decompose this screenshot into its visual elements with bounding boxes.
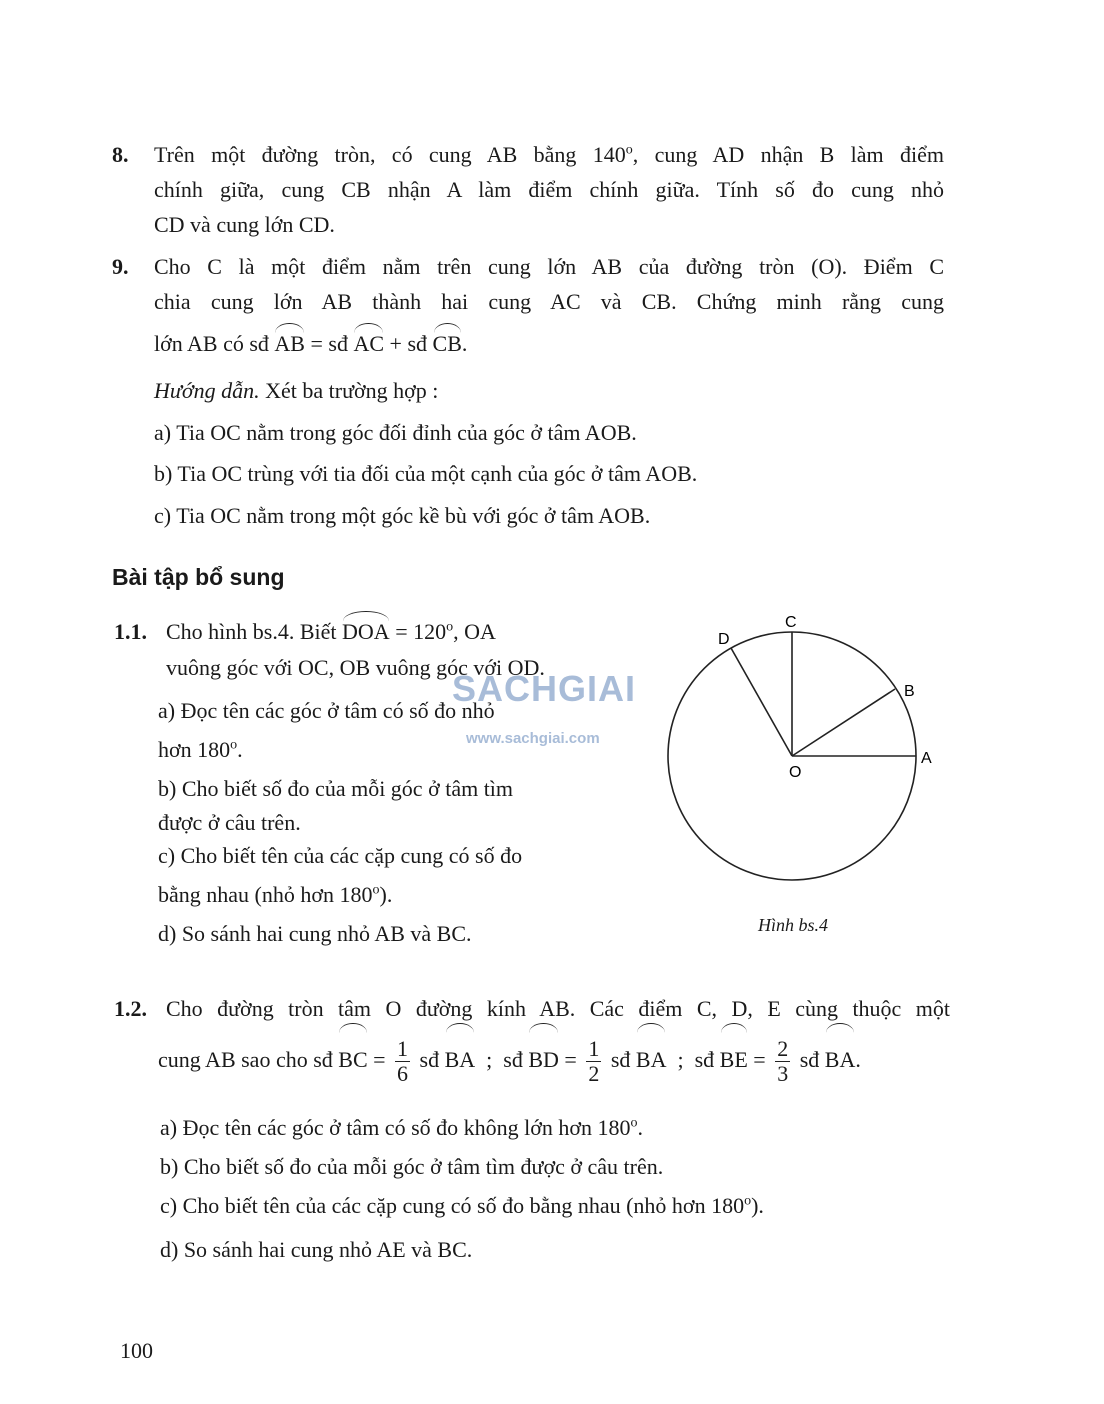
hint-case-b: b) Tia OC trùng với tia đối của một cạnh của góc ở tâm AOB. — [154, 461, 698, 486]
segment-od — [731, 648, 792, 756]
arc-symbol: DOA — [342, 619, 390, 644]
question-a: a) Đọc tên các góc ở tâm có số đo nhỏ — [158, 698, 495, 723]
question-b-cont: được ở câu trên. — [158, 810, 301, 835]
arc-symbol: BD — [528, 1030, 559, 1090]
arc-symbol: AB — [274, 331, 305, 356]
figure-caption: Hình bs.4 — [758, 915, 829, 935]
point-label-c: C — [785, 614, 797, 631]
segment-ob — [792, 689, 895, 756]
point-label-a: A — [921, 750, 932, 767]
exercise-text-line: vuông góc với OC, OB vuông góc với OD. — [166, 655, 545, 680]
exercise-text-line: Cho C là một điểm nằm trên cung lớn AB của đường tròn (O). Điểm C — [154, 254, 944, 279]
question-c: c) Cho biết tên của các cặp cung có số đo — [158, 843, 523, 868]
page-number: 100 — [120, 1338, 153, 1363]
arc-symbol: BA — [636, 1030, 667, 1090]
question-b: b) Cho biết số đo của mỗi góc ở tâm tìm được ở câu trên. — [160, 1154, 664, 1179]
point-label-o: O — [789, 764, 802, 781]
fraction: $\frac{1}{6}$ — [397, 1036, 409, 1087]
question-b: b) Cho biết số đo của mỗi góc ở tâm tìm — [158, 776, 514, 801]
fraction: $\frac{2}{3}$ — [777, 1036, 789, 1087]
section-title: Bài tập bổ sung — [112, 564, 285, 590]
arc-symbol: BE — [720, 1030, 748, 1090]
figure-circle-diagram — [640, 600, 970, 900]
exercise-text-line: chia cung lớn AB thành hai cung AC và CB. Chứng minh rằng cung — [154, 289, 944, 314]
question-a-cont: hơn 180$^o$. — [158, 737, 243, 762]
hint-line: Hướng dẫn. Xét ba trường hợp : — [154, 378, 439, 403]
fraction: $\frac{1}{2}$ — [588, 1036, 600, 1087]
arc-symbol: CB — [432, 331, 462, 356]
hint-case-a: a) Tia OC nằm trong góc đối đỉnh của góc ở tâm AOB. — [154, 420, 637, 445]
exercise-text-line: Trên một đường tròn, có cung AB bằng 140$^o$, cung AD nhận B làm điểm — [154, 142, 944, 167]
exercise-number: 9. — [112, 254, 129, 279]
point-label-d: D — [718, 631, 730, 648]
exercise-text-line: Cho hình bs.4. Biết DOA = $120^o$, OA — [166, 619, 496, 644]
point-label-b: B — [904, 683, 915, 700]
arc-symbol: BA — [825, 1030, 856, 1090]
question-c-cont: bằng nhau (nhỏ hơn 180$^o$). — [158, 882, 393, 907]
question-a: a) Đọc tên các góc ở tâm có số đo không lớn hơn 180$^o$. — [160, 1115, 644, 1140]
watermark-url: www.sachgiai.com — [466, 730, 600, 747]
watermark-logo: SACHGIAI — [452, 668, 637, 709]
question-d: d) So sánh hai cung nhỏ AB và BC. — [158, 921, 472, 946]
exercise-text-line: CD và cung lớn CD. — [154, 212, 335, 237]
exercise-formula-line: cung AB sao cho sđ BC = $\frac{1}{6}$ sđ BA ; sđ BD = $\frac{1}{2}$ sđ BA ; sđ BE = $\frac{2}{3}$ sđ BA. — [158, 1030, 861, 1090]
question-c: c) Cho biết tên của các cặp cung có số đo bằng nhau (nhỏ hơn 180$^o$). — [160, 1193, 764, 1218]
exercise-number: 1.1. — [114, 619, 147, 644]
exercise-text-line: chính giữa, cung CB nhận A làm điểm chính giữa. Tính số đo cung nhỏ — [154, 177, 944, 202]
exercise-number: 8. — [112, 142, 129, 167]
hint-label: Hướng dẫn. — [154, 378, 260, 403]
exercise-number: 1.2. — [114, 996, 147, 1021]
arc-symbol: AC — [353, 331, 385, 356]
arc-symbol: BC — [338, 1030, 367, 1090]
question-d: d) So sánh hai cung nhỏ AE và BC. — [160, 1237, 473, 1262]
hint-case-c: c) Tia OC nằm trong một góc kề bù với góc ở tâm AOB. — [154, 503, 651, 528]
exercise-formula-line: lớn AB có sđ AB = sđ AC + sđ CB. — [154, 331, 468, 356]
exercise-text-line: Cho đường tròn tâm O đường kính AB. Các điểm C, D, E cùng thuộc một — [166, 996, 950, 1021]
arc-symbol: BA — [445, 1030, 476, 1090]
